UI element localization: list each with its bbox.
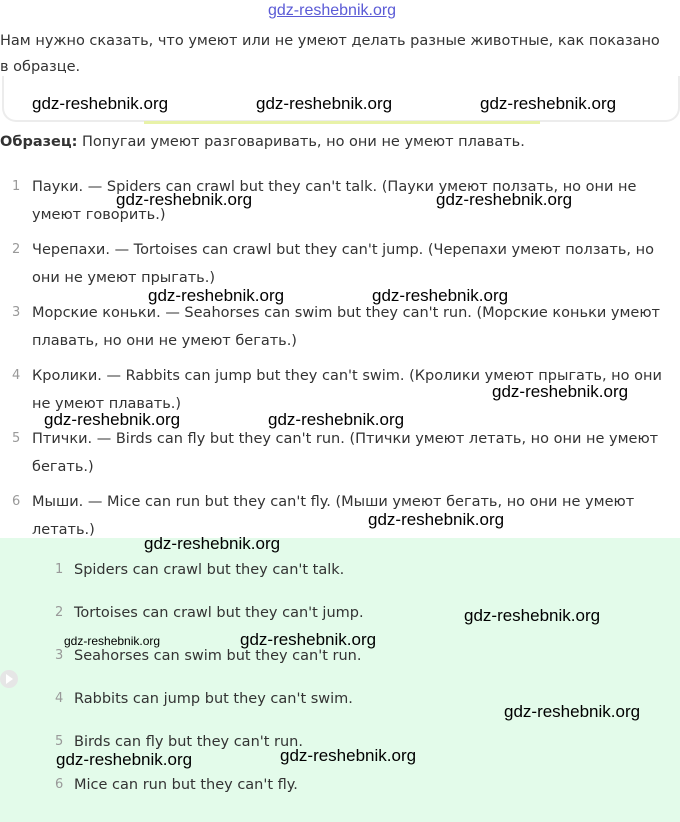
answer-number: 2 xyxy=(55,605,64,620)
watermark: gdz-reshebnik.org xyxy=(116,190,253,209)
item-number: 5 xyxy=(12,431,21,446)
item-text: Пауки. — Spiders can crawl but they can't talk. (Пауки умеют ползать, но они не умеют говорить.) xyxy=(32,179,637,223)
watermark: gdz-reshebnik.org xyxy=(372,286,509,305)
answer-number: 5 xyxy=(55,734,64,749)
answer-text: Birds can fly but they can't run. xyxy=(74,734,303,750)
watermark: gdz-reshebnik.org xyxy=(368,510,505,529)
answer-text: Seahorses can swim but they can't run. xyxy=(74,648,362,664)
item-number: 1 xyxy=(12,179,21,194)
watermark: gdz-reshebnik.org xyxy=(144,534,281,553)
watermark: gdz-reshebnik.org xyxy=(44,410,181,429)
item-text: Мыши. — Mice can run but they can't fly. (Мыши умеют бегать, но они не умеют летать.) xyxy=(32,494,635,538)
answer-number: 3 xyxy=(55,648,64,663)
list-item xyxy=(0,236,680,292)
answer-number: 6 xyxy=(55,777,64,792)
watermark: gdz-reshebnik.org xyxy=(148,286,285,305)
answer-text: Mice can run but they can't fly. xyxy=(74,777,298,793)
answer-number: 4 xyxy=(55,691,64,706)
watermark: gdz-reshebnik.org xyxy=(32,94,169,113)
list-item xyxy=(0,488,680,544)
item-text: Черепахи. — Tortoises can crawl but they can't jump. (Черепахи умеют ползать, но они не умеют прыгать.) xyxy=(32,242,654,286)
sample-label: Образец: xyxy=(0,134,78,150)
sample-text: Попугаи умеют разговаривать, но они не умеют плавать. xyxy=(77,134,525,150)
item-number: 3 xyxy=(12,305,21,320)
watermark: gdz-reshebnik.org xyxy=(464,606,601,625)
watermark: gdz-reshebnik.org xyxy=(492,382,629,401)
watermark: gdz-reshebnik.org xyxy=(268,410,405,429)
watermark: gdz-reshebnik.org xyxy=(280,746,417,765)
watermark-top-link[interactable]: gdz-reshebnik.org xyxy=(268,2,397,19)
watermark: gdz-reshebnik.org xyxy=(504,702,641,721)
list-item xyxy=(0,299,680,355)
play-icon[interactable] xyxy=(0,670,18,688)
watermark: gdz-reshebnik.org xyxy=(256,94,393,113)
sample-line xyxy=(0,130,525,154)
watermark: gdz-reshebnik.org xyxy=(436,190,573,209)
item-text: Морские коньки. — Seahorses can swim but they can't run. (Морские коньки умеют плавать, но они не умеют бегать.) xyxy=(32,305,660,349)
watermark: gdz-reshebnik.org xyxy=(480,94,617,113)
item-number: 2 xyxy=(12,242,21,257)
answer-text: Rabbits can jump but they can't swim. xyxy=(74,691,353,707)
answer-text: Tortoises can crawl but they can't jump. xyxy=(74,605,364,621)
answer-text: Spiders can crawl but they can't talk. xyxy=(74,562,345,578)
answer-number: 1 xyxy=(55,562,64,577)
intro-text: Нам нужно сказать, что умеют или не умеют делать разные животные, как показано в образце. xyxy=(0,33,660,75)
item-text: Птички. — Birds can fly but they can't run. (Птички умеют летать, но они не умеют бегать.) xyxy=(32,431,659,475)
watermark: gdz-reshebnik.org xyxy=(240,630,377,649)
item-number: 4 xyxy=(12,368,21,383)
watermark: gdz-reshebnik.org xyxy=(64,634,161,648)
list-item xyxy=(0,173,680,229)
list-item xyxy=(0,425,680,481)
item-text: Кролики. — Rabbits can jump but they can't swim. (Кролики умеют прыгать, но они не умеют плавать.) xyxy=(32,368,662,412)
highlight-underline xyxy=(144,121,540,124)
item-number: 6 xyxy=(12,494,21,509)
watermark: gdz-reshebnik.org xyxy=(56,750,193,769)
